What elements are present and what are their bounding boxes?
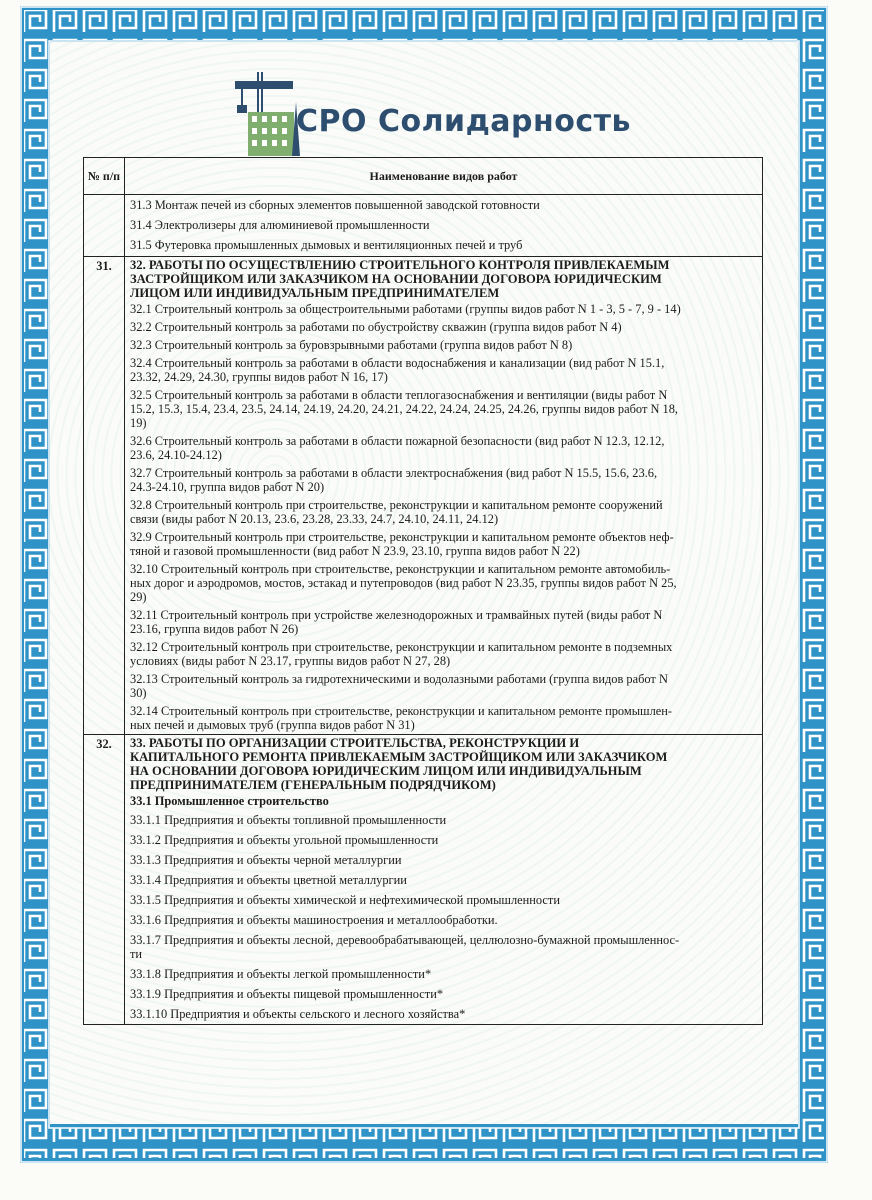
- section-title-line: ЛИЦОМ ИЛИ ИНДИВИДУАЛЬНЫМ ПРЕДПРИНИМАТЕЛЕМ: [130, 285, 500, 300]
- list-item: [130, 830, 758, 850]
- list-item-line: 33.1.8 Предприятия и объекты легкой промышленности*: [130, 966, 432, 981]
- section-title-line: ПРЕДПРИНИМАТЕЛЕМ (ГЕНЕРАЛЬНЫМ ПОДРЯДЧИКОМ): [130, 777, 496, 792]
- list-item-line: 33.1.10 Предприятия и объекты сельского и лесного хозяйства*: [130, 1006, 466, 1021]
- list-item-line: условиях (виды работ N 23.17, группы видов работ N 27, 28): [130, 653, 451, 668]
- section-title-line: КАПИТАЛЬНОГО РЕМОНТА ПРИВЛЕКАЕМЫМ ЗАСТРОЙЩИКОМ ИЛИ ЗАКАЗЧИКОМ: [130, 749, 668, 764]
- list-item-line: ных дорог и аэродромов, мостов, эстакад и путепроводов (вид работ N 23.35, группы видов работ N 25,: [130, 575, 677, 590]
- table-row: [84, 195, 763, 257]
- list-item: [130, 528, 758, 560]
- list-item: [130, 910, 758, 930]
- list-item: [130, 638, 758, 670]
- list-item: [130, 870, 758, 890]
- list-item-line: 32.1 Строительный контроль за общестроительными работами (группы видов работ N 1 - 3, 5 - 7, 9 - 14): [130, 301, 681, 316]
- list-item-line: 33.1.6 Предприятия и объекты машиностроения и металлообработки.: [130, 912, 498, 927]
- list-item: [130, 670, 758, 702]
- list-item: [130, 336, 758, 354]
- list-item-line: 33.1.3 Предприятия и объекты черной металлургии: [130, 852, 402, 867]
- list-item-line: ных печей и дымовых труб (группа видов работ N 31): [130, 717, 415, 732]
- list-item-line: 32.13 Строительный контроль за гидротехническими и водолазными работами (группа видов работ N: [130, 671, 668, 686]
- list-item-line: 32.7 Строительный контроль за работами в области электроснабжения (вид работ N 15.5, 15.6, 23.6,: [130, 465, 658, 480]
- list-item-line: 32.6 Строительный контроль за работами в области пожарной безопасности (вид работ N 12.3, 12.12,: [130, 433, 665, 448]
- section-title-line: ЗАСТРОЙЩИКОМ ИЛИ ЗАКАЗЧИКОМ НА ОСНОВАНИИ ДОГОВОРА ЮРИДИЧЕСКИМ: [130, 271, 662, 286]
- list-item-line: 32.2 Строительный контроль за работами по обустройству скважин (группа видов работ N 4): [130, 319, 622, 334]
- logo-title: СРО Солидарность: [296, 104, 631, 139]
- list-item-line: 32.11 Строительный контроль при устройстве железнодорожных и трамвайных путей (виды работ N: [130, 607, 663, 622]
- list-item-line: 32.9 Строительный контроль при строительстве, реконструкции и капитальном ремонте объектов неф-: [130, 529, 674, 544]
- list-item: [130, 850, 758, 870]
- list-item: 31.3 Монтаж печей из сборных элементов повышенной заводской готовности: [130, 198, 540, 212]
- list-item: [130, 496, 758, 528]
- list-item-line: 32.8 Строительный контроль при строительстве, реконструкции и капитальном ремонте сооружений: [130, 497, 663, 512]
- list-item: [130, 560, 758, 606]
- row-content: [125, 195, 763, 257]
- list-item: [130, 318, 758, 336]
- list-item-line: 24.3-24.10, группа видов работ N 20): [130, 479, 325, 494]
- list-item: [130, 300, 758, 318]
- list-item-line: 32.4 Строительный контроль за работами в области водоснабжения и канализации (вид работ N 15.1,: [130, 355, 665, 370]
- list-item: [130, 354, 758, 386]
- list-item: 31.5 Футеровка промышленных дымовых и вентиляционных печей и труб: [130, 238, 523, 253]
- row-num: 31.: [84, 256, 125, 734]
- list-item-line: 33.1.7 Предприятия и объекты лесной, деревообрабатывающей, целлюлозно-бумажной промышленнос-: [130, 932, 680, 947]
- list-item-line: 30): [130, 685, 147, 700]
- list-item-line: 33.1.9 Предприятия и объекты пищевой промышленности*: [130, 986, 444, 1001]
- section-title: [130, 257, 758, 300]
- list-item-line: 23.6, 24.10-24.12): [130, 447, 222, 462]
- list-item: [130, 1004, 758, 1024]
- list-item-line: 32.14 Строительный контроль при строительстве, реконструкции и капитальном ремонте промышлен-: [130, 703, 673, 718]
- list-item-line: 33.1.1 Предприятия и объекты топливной промышленности: [130, 812, 447, 827]
- list-item-line: 32.3 Строительный контроль за буровзрывными работами (группа видов работ N 8): [130, 337, 573, 352]
- section-title: [130, 735, 758, 792]
- list-item: [130, 386, 758, 432]
- list-item-line: 23.16, группа видов работ N 26): [130, 621, 299, 636]
- header-num: № п/п: [84, 158, 125, 195]
- list-item: [130, 890, 758, 910]
- list-item-line: 32.10 Строительный контроль при строительстве, реконструкции и капитальном ремонте автомобиль-: [130, 561, 671, 576]
- list-item-line: 19): [130, 415, 147, 430]
- list-item: [130, 606, 758, 638]
- list-item-line: 33.1.2 Предприятия и объекты угольной промышленности: [130, 832, 439, 847]
- table-row: [84, 734, 763, 1024]
- list-item-line: 32.5 Строительный контроль за работами в области теплогазоснабжения и вентиляции (виды работ N: [130, 387, 668, 402]
- section-title-line: 33. РАБОТЫ ПО ОРГАНИЗАЦИИ СТРОИТЕЛЬСТВА, РЕКОНСТРУКЦИИ И: [130, 735, 580, 750]
- list-item-line: 23.32, 24.29, 24.30, группы видов работ N 16, 17): [130, 369, 388, 384]
- list-item: [130, 984, 758, 1004]
- list-item-line: тяной и газовой промышленности (вид работ N 23.9, 23.10, группа видов работ N 22): [130, 543, 580, 558]
- list-item-line: 33.1.4 Предприятия и объекты цветной металлургии: [130, 872, 407, 887]
- works-table: [83, 157, 763, 1025]
- header-name: Наименование видов работ: [125, 158, 763, 195]
- list-item-line: 29): [130, 589, 147, 604]
- list-item-line: 32.12 Строительный контроль при строительстве, реконструкции и капитальном ремонте в подземных: [130, 639, 673, 654]
- row-num: [84, 195, 125, 257]
- list-item-line: связи (виды работ N 20.13, 23.6, 23.28, 23.33, 24.7, 24.10, 24.11, 24.12): [130, 511, 499, 526]
- list-item: [130, 964, 758, 984]
- list-item: [130, 810, 758, 830]
- list-item: [130, 464, 758, 496]
- list-item: [130, 702, 758, 734]
- list-item: 31.4 Электролизеры для алюминиевой промышленности: [130, 218, 430, 233]
- row-num: 32.: [84, 734, 125, 1024]
- table-header-row: [84, 158, 763, 195]
- section-subheading: 33.1 Промышленное строительство: [130, 793, 329, 808]
- list-item-line: ти: [130, 946, 143, 961]
- section-title-line: НА ОСНОВАНИИ ДОГОВОРА ЮРИДИЧЕСКИМ ЛИЦОМ ИЛИ ИНДИВИДУАЛЬНЫМ: [130, 763, 642, 778]
- row-content: [125, 734, 763, 1024]
- section-title-line: 32. РАБОТЫ ПО ОСУЩЕСТВЛЕНИЮ СТРОИТЕЛЬНОГО КОНТРОЛЯ ПРИВЛЕКАЕМЫМ: [130, 257, 670, 272]
- list-item-line: 15.2, 15.3, 15.4, 23.4, 23.5, 24.14, 24.19, 24.20, 24.21, 24.22, 24.24, 24.25, 24.26, группы видов работ N 18,: [130, 401, 678, 416]
- list-item: [130, 930, 758, 964]
- row-content: [125, 256, 763, 734]
- table-row: [84, 256, 763, 734]
- list-item-line: 33.1.5 Предприятия и объекты химической и нефтехимической промышленности: [130, 892, 560, 907]
- list-item: [130, 432, 758, 464]
